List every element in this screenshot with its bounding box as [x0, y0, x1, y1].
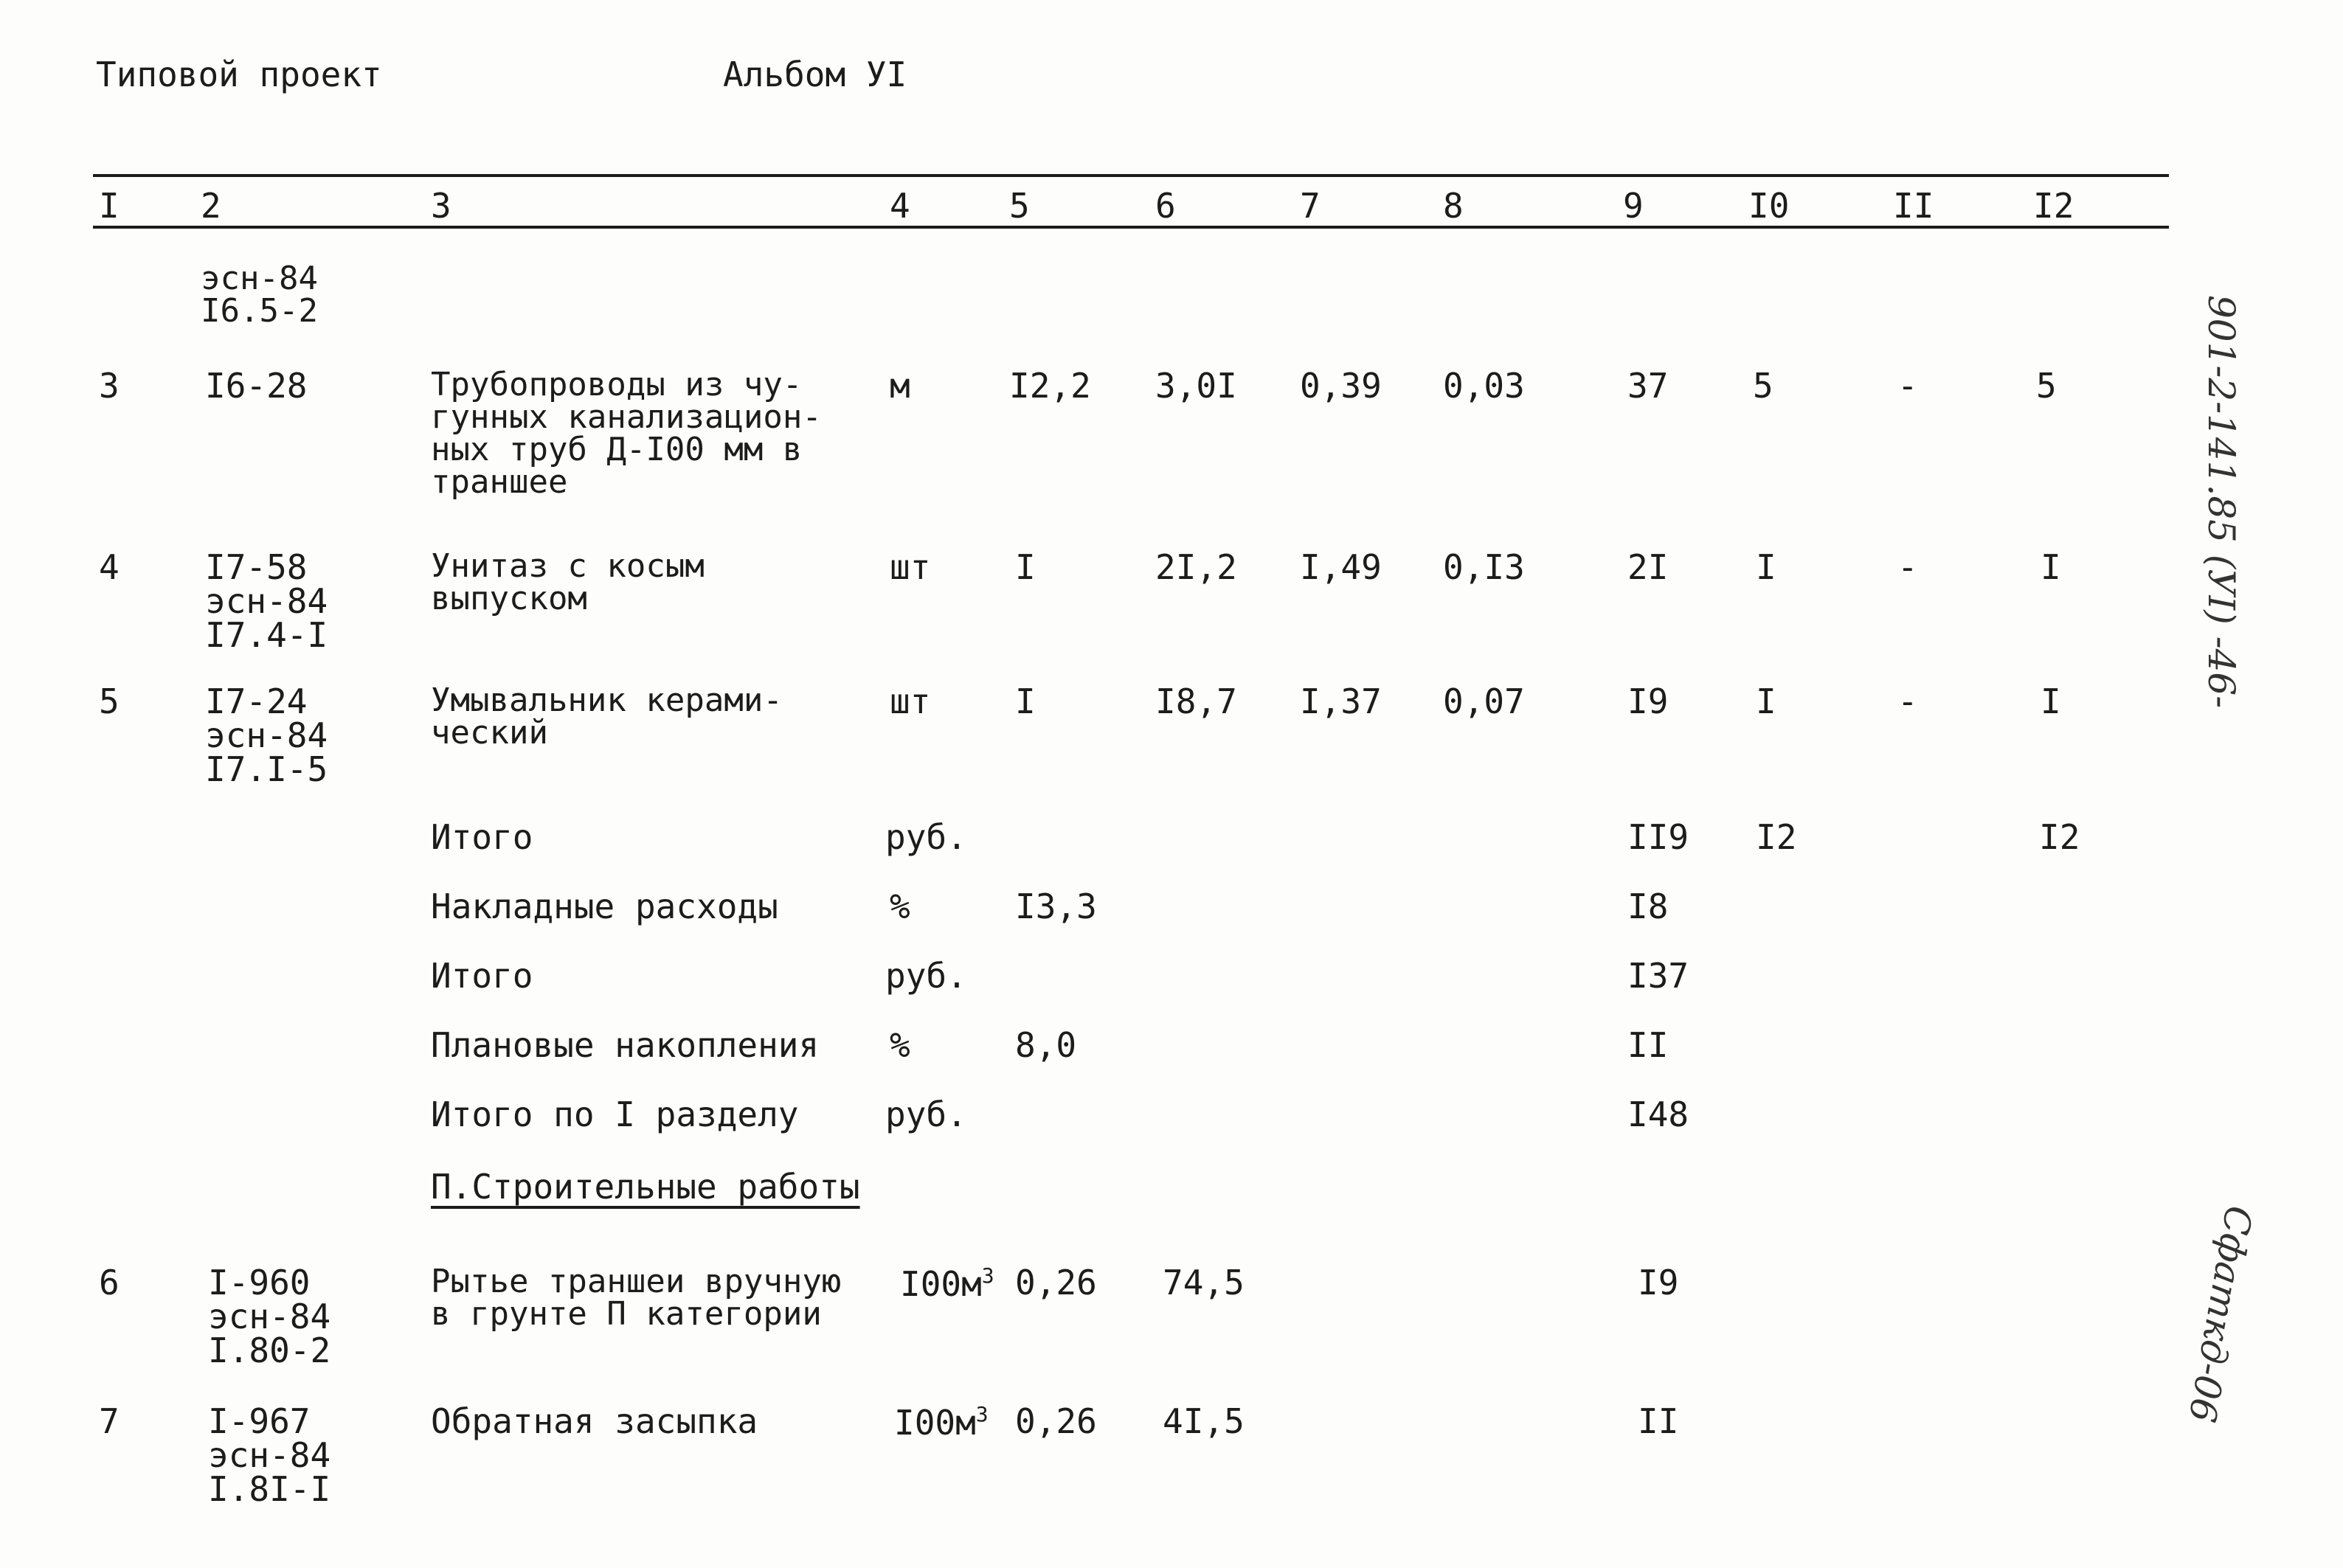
- cell-description: Умывальник керами- ческий: [431, 681, 783, 752]
- cell-col10: I2: [1756, 817, 1797, 857]
- cell-col12: I: [2041, 681, 2061, 721]
- cell-unit: [894, 1402, 989, 1443]
- cell-col6: I8,7: [1155, 681, 1237, 721]
- cell-quantity: I3,3: [1015, 887, 1097, 926]
- unit-superscript: 3: [975, 1402, 989, 1426]
- cell-col7: I,37: [1300, 681, 1382, 721]
- cell-unit: руб.: [885, 817, 967, 857]
- cell-description: Обратная засыпка: [431, 1401, 758, 1441]
- cell-col9: I48: [1627, 1095, 1689, 1134]
- cell-number: 3: [99, 366, 120, 406]
- cell-col11: -: [1897, 547, 1918, 587]
- cell-col7: 0,39: [1300, 366, 1382, 406]
- cell-description: Итого: [431, 956, 533, 996]
- col-header-6: 6: [1155, 186, 1176, 226]
- cell-col9: II9: [1627, 817, 1689, 857]
- section-heading: П.Строительные работы: [431, 1167, 860, 1207]
- col-header-11: II: [1893, 186, 1934, 226]
- cell-col10: I: [1756, 681, 1776, 721]
- cell-quantity: 8,0: [1015, 1025, 1077, 1065]
- table-header-rule: [93, 226, 2169, 229]
- margin-note-top: 901-2-141.85 (УI) -46-: [2200, 295, 2243, 709]
- cell-description: Трубопроводы из чу- гунных канализацион- ных труб Д-I00 мм в траншее: [431, 366, 822, 501]
- cell-unit: м: [890, 366, 910, 406]
- margin-note-bottom: Сфаткд-06: [2180, 1202, 2260, 1426]
- cell-number: 5: [99, 681, 120, 721]
- cell-col8: 0,07: [1443, 681, 1525, 721]
- cell-col9: II: [1638, 1401, 1679, 1441]
- col-header-3: 3: [431, 186, 451, 226]
- cell-unit: шт: [890, 681, 931, 721]
- cell-code: I-967 эсн-84 I.8I-I: [208, 1401, 331, 1509]
- cell-col12: I2: [2039, 817, 2080, 857]
- cell-unit: руб.: [885, 956, 967, 996]
- cell-unit: шт: [890, 547, 931, 587]
- album-label: Альбом УI: [723, 55, 907, 94]
- cell-unit: %: [890, 1025, 910, 1065]
- cell-code: I7-58 эсн-84 I7.4-I: [205, 547, 328, 655]
- cell-col6: 3,0I: [1155, 366, 1237, 406]
- cell-code: эсн-84 I6.5-2: [201, 260, 318, 330]
- cell-unit: %: [890, 887, 910, 926]
- cell-number: 7: [99, 1401, 120, 1441]
- cell-description: Итого: [431, 817, 533, 857]
- cell-description: Плановые накопления: [431, 1025, 820, 1065]
- col-header-7: 7: [1300, 186, 1321, 226]
- cell-description: Рытье траншеи вручную в грунте П категории: [431, 1263, 842, 1333]
- cell-col9: II: [1627, 1025, 1669, 1065]
- cell-col9: I8: [1627, 887, 1669, 926]
- cell-unit: [900, 1263, 994, 1304]
- cell-description: Итого по I разделу: [431, 1095, 799, 1134]
- cell-number: 4: [99, 547, 120, 587]
- cell-col6: 4I,5: [1163, 1401, 1245, 1441]
- cell-col9: 37: [1627, 366, 1669, 406]
- col-header-2: 2: [201, 186, 221, 226]
- cell-col8: 0,I3: [1443, 547, 1525, 587]
- unit-superscript: 3: [981, 1263, 994, 1288]
- table-top-rule: [93, 174, 2169, 177]
- cell-quantity: I: [1015, 681, 1036, 721]
- cell-number: 6: [99, 1263, 120, 1302]
- project-label: Типовой проект: [96, 55, 382, 94]
- cell-col6: 74,5: [1163, 1263, 1245, 1302]
- cell-col7: I,49: [1300, 547, 1382, 587]
- cell-col10: 5: [1753, 366, 1773, 406]
- cell-col9: 2I: [1627, 547, 1669, 587]
- cell-code: I-960 эсн-84 I.80-2: [208, 1263, 331, 1370]
- cell-col10: I: [1756, 547, 1776, 587]
- col-header-9: 9: [1623, 186, 1644, 226]
- cell-quantity: 0,26: [1015, 1263, 1097, 1302]
- col-header-10: I0: [1748, 186, 1790, 226]
- cell-description: Накладные расходы: [431, 887, 778, 926]
- unit-text: I00м: [894, 1403, 976, 1443]
- unit-text: I00м: [900, 1264, 982, 1304]
- cell-code: I6-28: [205, 366, 308, 406]
- col-header-4: 4: [890, 186, 910, 226]
- cell-col9: I9: [1638, 1263, 1679, 1302]
- col-header-8: 8: [1443, 186, 1464, 226]
- cell-col12: 5: [2036, 366, 2057, 406]
- cell-unit: руб.: [885, 1095, 967, 1134]
- cell-col9: I9: [1627, 681, 1669, 721]
- cell-description: Унитаз с косым выпуском: [431, 547, 705, 617]
- col-header-1: I: [99, 186, 120, 226]
- cell-code: I7-24 эсн-84 I7.I-5: [205, 681, 328, 789]
- cell-quantity: 0,26: [1015, 1401, 1097, 1441]
- cell-col11: -: [1897, 681, 1918, 721]
- cell-col11: -: [1897, 366, 1918, 406]
- col-header-5: 5: [1009, 186, 1030, 226]
- cell-quantity: I2,2: [1009, 366, 1091, 406]
- cell-col8: 0,03: [1443, 366, 1525, 406]
- cell-col9: I37: [1627, 956, 1689, 996]
- cell-col6: 2I,2: [1155, 547, 1237, 587]
- cell-col12: I: [2041, 547, 2061, 587]
- cell-quantity: I: [1015, 547, 1036, 587]
- col-header-12: I2: [2033, 186, 2074, 226]
